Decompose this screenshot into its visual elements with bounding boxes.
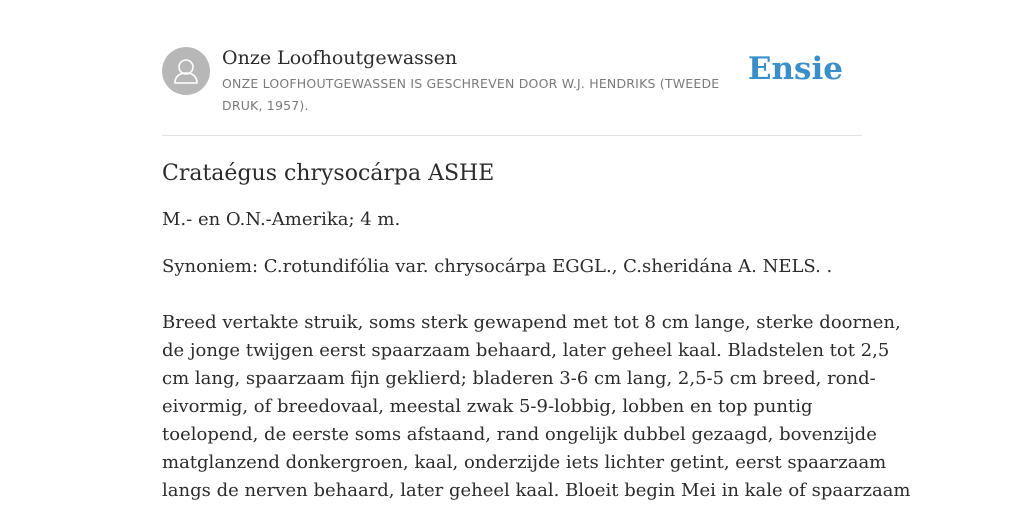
publication-header (162, 46, 862, 136)
entry-synonyms: Synoniem: C.rotundifólia var. chrysocárpa EGGL., C.sheridána A. NELS. . (162, 256, 833, 277)
entry-body (162, 309, 911, 505)
body-line: langs de nerven behaard, later geheel kaal. Bloeit begin Mei in kale of spaarzaam (162, 480, 911, 501)
body-line: de jonge twijgen eerst spaarzaam behaard, later geheel kaal. Bladstelen tot 2,5 (162, 340, 890, 361)
publication-title[interactable]: Onze Loofhoutgewassen (222, 47, 458, 69)
ensie-logo[interactable]: Ensie (747, 51, 843, 87)
publication-subtitle: ONZE LOOFHOUTGEWASSEN IS GESCHREVEN DOOR W.J. HENDRIKS (TWEEDE DRUK, 1957). (222, 76, 720, 113)
entry-title: Crataégus chrysocárpa ASHE (162, 161, 495, 186)
body-line: eivormig, of breedovaal, meestal zwak 5-9-lobbig, lobben en top puntig (162, 396, 813, 417)
body-line: Breed vertakte struik, soms sterk gewapend met tot 8 cm lange, sterke doornen, (162, 312, 901, 333)
body-line: toelopend, de eerste soms afstaand, rand ongelijk dubbel gezaagd, bovenzijde (162, 424, 877, 445)
body-line: matglanzend donkergroen, kaal, onderzijde iets lichter getint, eerst spaarzaam (162, 452, 887, 473)
body-line: cm lang, spaarzaam fijn geklierd; bladeren 3-6 cm lang, 2,5-5 cm breed, rond- (162, 368, 876, 389)
entry-content (162, 156, 911, 505)
user-avatar-icon[interactable] (162, 47, 210, 95)
entry-meta: M.- en O.N.-Amerika; 4 m. (162, 209, 401, 230)
